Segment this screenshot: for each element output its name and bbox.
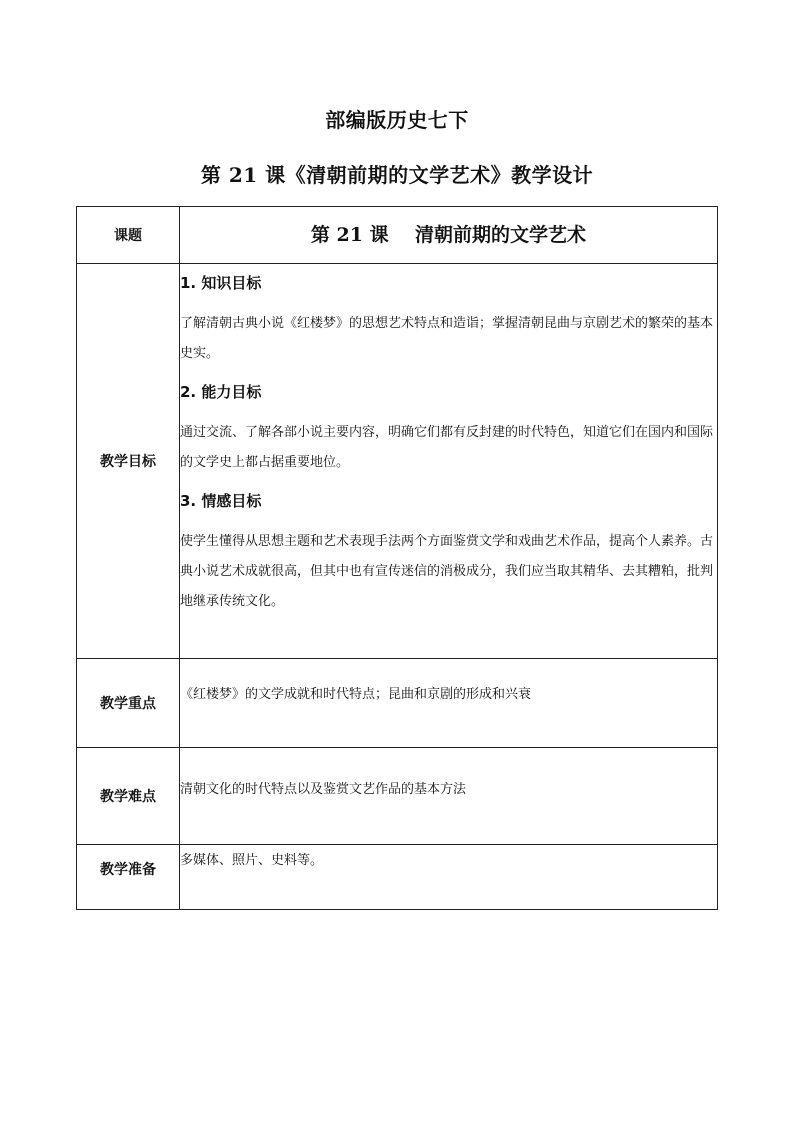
key-points-value: 《红楼梦》的文学成就和时代特点；昆曲和京剧的形成和兴衰 (180, 687, 532, 702)
table-row-objectives (77, 264, 718, 659)
topic-value: 第 21 课 清朝前期的文学艺术 (310, 224, 587, 246)
topic-label: 课题 (77, 207, 180, 264)
objectives-label: 教学目标 (77, 264, 180, 659)
document-title: 部编版历史七下 (325, 108, 469, 132)
lesson-plan-table (76, 206, 718, 910)
preparation-cell (180, 845, 718, 910)
table-row-preparation (77, 845, 718, 910)
ability-text: 通过交流、了解各部小说主要内容，明确它们都有反封建的时代特色，知道它们在国内和国际的文学史上都占据重要地位。 (180, 425, 714, 470)
key-points-label: 教学重点 (77, 659, 180, 748)
table-row-difficulties (77, 748, 718, 845)
preparation-value: 多媒体、照片、史料等。 (180, 853, 324, 868)
knowledge-heading: 1. 知识目标 (180, 274, 262, 292)
topic-cell (180, 207, 718, 264)
preparation-label-cell (77, 845, 180, 910)
preparation-label: 教学准备 (100, 862, 156, 878)
knowledge-text: 了解清朝古典小说《红楼梦》的思想艺术特点和造诣；掌握清朝昆曲与京剧艺术的繁荣的基本史实。 (180, 316, 714, 361)
key-points-cell (180, 659, 718, 748)
difficulties-label: 教学难点 (77, 748, 180, 845)
difficulties-value: 清朝文化的时代特点以及鉴赏文艺作品的基本方法 (180, 782, 467, 797)
emotion-heading: 3. 情感目标 (180, 492, 262, 510)
ability-heading: 2. 能力目标 (180, 383, 262, 401)
table-row-key-points (77, 659, 718, 748)
difficulties-cell (180, 748, 718, 845)
document-subtitle: 第 21 课《清朝前期的文学艺术》教学设计 (200, 163, 594, 187)
emotion-text: 使学生懂得从思想主题和艺术表现手法两个方面鉴赏文学和戏曲艺术作品，提高个人素养。古典小说艺术成就很高，但其中也有宣传迷信的消极成分，我们应当取其精华、去其糟粕，批判地继承传统文化。 (180, 534, 714, 609)
table-row-topic (77, 207, 718, 264)
objectives-cell (180, 264, 718, 659)
